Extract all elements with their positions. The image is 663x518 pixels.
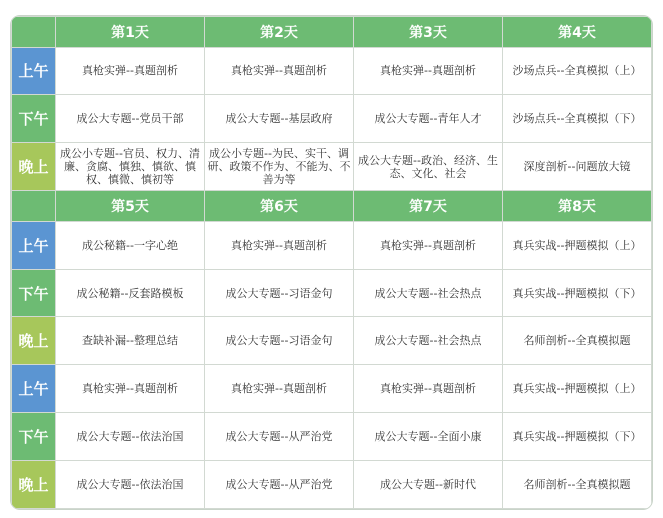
- slot-label-pm: 下午: [12, 413, 56, 461]
- schedule-cell: 真枪实弹--真题剖析: [205, 221, 354, 269]
- schedule-cell: 真枪实弹--真题剖析: [56, 365, 205, 413]
- day-header: 第5天: [56, 191, 205, 222]
- schedule-sheet: [10, 15, 653, 510]
- day-header: 第2天: [205, 17, 354, 48]
- table-row: [12, 221, 652, 269]
- schedule-cell: 深度剖析--问题放大镜: [503, 143, 652, 191]
- schedule-cell: 成公大专题--习语金句: [205, 269, 354, 317]
- slot-label-am: 上午: [12, 47, 56, 95]
- table-row: [12, 413, 652, 461]
- schedule-cell: 名师剖析--全真模拟题: [503, 461, 652, 509]
- table-row: [12, 47, 652, 95]
- schedule-cell: 查缺补漏--整理总结: [56, 317, 205, 365]
- schedule-cell: 真兵实战--押题模拟（下）: [503, 413, 652, 461]
- slot-label-eve: 晚上: [12, 143, 56, 191]
- schedule-cell: 成公大专题--青年人才: [354, 95, 503, 143]
- slot-label-pm: 下午: [12, 269, 56, 317]
- header-row-top: [12, 17, 652, 48]
- schedule-cell: 成公秘籍--一字心绝: [56, 221, 205, 269]
- schedule-cell: 成公大专题--从严治党: [205, 461, 354, 509]
- schedule-cell: 成公大专题--依法治国: [56, 413, 205, 461]
- table-row: [12, 143, 652, 191]
- table-row: [12, 365, 652, 413]
- schedule-cell: 成公大专题--社会热点: [354, 317, 503, 365]
- corner-cell: [12, 191, 56, 222]
- schedule-cell: 真兵实战--押题模拟（下）: [503, 269, 652, 317]
- day-header: 第3天: [354, 17, 503, 48]
- schedule-cell: 真枪实弹--真题剖析: [56, 47, 205, 95]
- schedule-cell: 真枪实弹--真题剖析: [205, 365, 354, 413]
- header-row-bottom: [12, 191, 652, 222]
- day-header: 第4天: [503, 17, 652, 48]
- slot-label-eve: 晚上: [12, 461, 56, 509]
- schedule-table: [11, 16, 652, 509]
- schedule-cell: 真枪实弹--真题剖析: [205, 47, 354, 95]
- schedule-cell: 成公大专题--依法治国: [56, 461, 205, 509]
- schedule-cell: 名师剖析--全真模拟题: [503, 317, 652, 365]
- schedule-cell: 成公大专题--习语金句: [205, 317, 354, 365]
- table-row: [12, 269, 652, 317]
- slot-label-eve: 晚上: [12, 317, 56, 365]
- schedule-cell: 真枪实弹--真题剖析: [354, 47, 503, 95]
- schedule-cell: 真兵实战--押题模拟（上）: [503, 365, 652, 413]
- schedule-cell: 成公大专题--全面小康: [354, 413, 503, 461]
- schedule-cell: 成公小专题--官员、权力、清廉、贪腐、慎独、慎欲、慎权、慎微、慎初等: [56, 143, 205, 191]
- schedule-cell: 真兵实战--押题模拟（上）: [503, 221, 652, 269]
- day-header: 第7天: [354, 191, 503, 222]
- day-header: 第6天: [205, 191, 354, 222]
- schedule-cell: 真枪实弹--真题剖析: [354, 221, 503, 269]
- schedule-cell: 成公大专题--社会热点: [354, 269, 503, 317]
- table-row: [12, 461, 652, 509]
- schedule-cell: 成公大专题--新时代: [354, 461, 503, 509]
- schedule-cell: 沙场点兵--全真模拟（上）: [503, 47, 652, 95]
- schedule-cell: 成公大专题--政治、经济、生态、文化、社会: [354, 143, 503, 191]
- schedule-cell: 成公大专题--从严治党: [205, 413, 354, 461]
- slot-label-am: 上午: [12, 221, 56, 269]
- day-header: 第8天: [503, 191, 652, 222]
- table-row: [12, 317, 652, 365]
- schedule-cell: 成公小专题--为民、实干、调研、政策不作为、不能为、不善为等: [205, 143, 354, 191]
- schedule-cell: 成公大专题--党员干部: [56, 95, 205, 143]
- slot-label-am: 上午: [12, 365, 56, 413]
- slot-label-pm: 下午: [12, 95, 56, 143]
- schedule-cell: 沙场点兵--全真模拟（下）: [503, 95, 652, 143]
- schedule-cell: 成公大专题--基层政府: [205, 95, 354, 143]
- schedule-cell: 真枪实弹--真题剖析: [354, 365, 503, 413]
- table-row: [12, 95, 652, 143]
- corner-cell: [12, 17, 56, 48]
- day-header: 第1天: [56, 17, 205, 48]
- schedule-cell: 成公秘籍--反套路模板: [56, 269, 205, 317]
